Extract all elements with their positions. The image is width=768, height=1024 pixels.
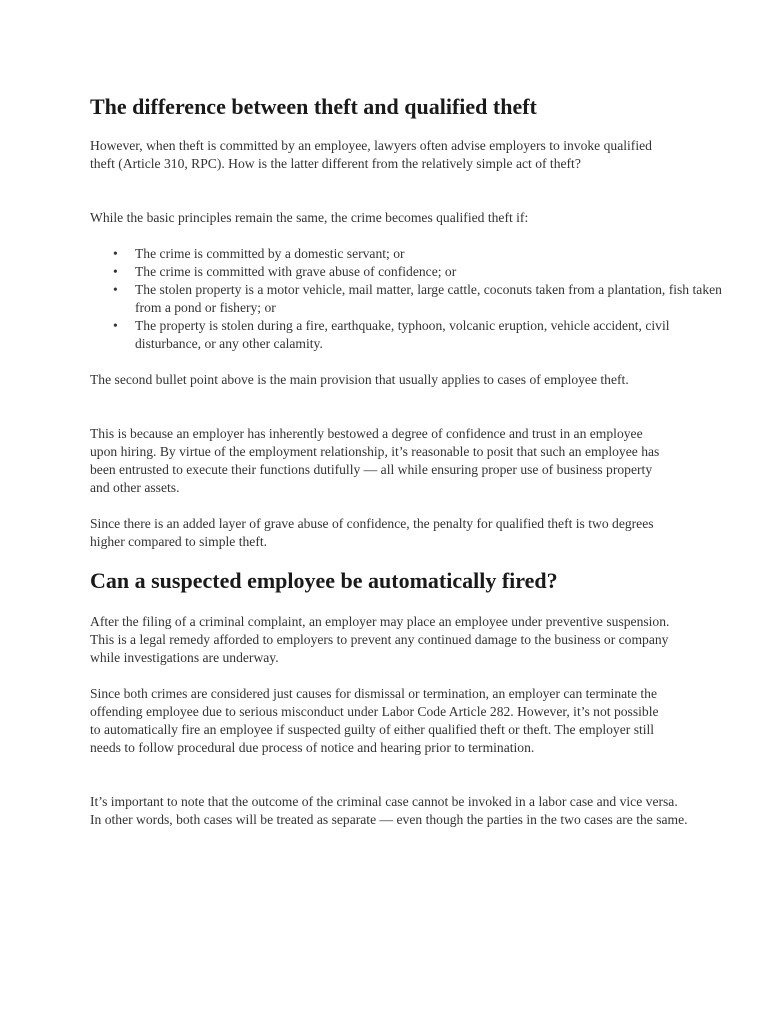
qualified-theft-conditions-list xyxy=(90,245,725,353)
list-item: • The stolen property is a motor vehicle, mail matter, large cattle, coconuts taken from a plantation, fish taken from a pond or fishery; or xyxy=(135,281,725,317)
paragraph-principles: While the basic principles remain the same, the crime becomes qualified theft if: xyxy=(90,210,529,225)
list-item: • The property is stolen during a fire, earthquake, typhoon, volcanic eruption, vehicle accident, civil disturbance, or any other calamity. xyxy=(135,317,725,353)
paragraph-confidence: This is because an employer has inherently bestowed a degree of confidence and trust in an employee upon hiring. By virtue of the employment relationship, it’s reasonable to posit that such an employee has been entrusted to execute their functions dutifully — all while ensuring proper use of business property and other assets. xyxy=(90,426,660,495)
paragraph-penalty: Since there is an added layer of grave abuse of confidence, the penalty for qualified theft is two degrees higher compared to simple theft. xyxy=(90,516,654,549)
section-heading-automatic-firing: Can a suspected employee be automatically fired? xyxy=(90,568,558,593)
paragraph-intro: However, when theft is committed by an employee, lawyers often advise employers to invoke qualified theft (Article 310, RPC). How is the latter different from the relatively simple act of theft? xyxy=(90,138,652,171)
paragraph-just-causes: Since both crimes are considered just causes for dismissal or termination, an employer can terminate the offending employee due to serious misconduct under Labor Code Article 282. However, it’s not possible to automatically fire an employee if suspected guilty of either qualified theft or theft. The employer still needs to follow procedural due process of notice and hearing prior to termination. xyxy=(90,686,659,755)
paragraph-second-bullet: The second bullet point above is the main provision that usually applies to cases of employee theft. xyxy=(90,372,629,387)
list-item: • The crime is committed with grave abuse of confidence; or xyxy=(135,263,725,281)
paragraph-separate-cases: It’s important to note that the outcome of the criminal case cannot be invoked in a labor case and vice versa. In other words, both cases will be treated as separate — even though the parties in the two cases are the same. xyxy=(90,794,688,827)
list-item: • The crime is committed by a domestic servant; or xyxy=(135,245,725,263)
section-heading-theft-difference: The difference between theft and qualified theft xyxy=(90,94,537,119)
paragraph-preventive-suspension: After the filing of a criminal complaint, an employer may place an employee under preventive suspension. This is a legal remedy afforded to employers to prevent any continued damage to the business or company while investigations are underway. xyxy=(90,614,670,665)
